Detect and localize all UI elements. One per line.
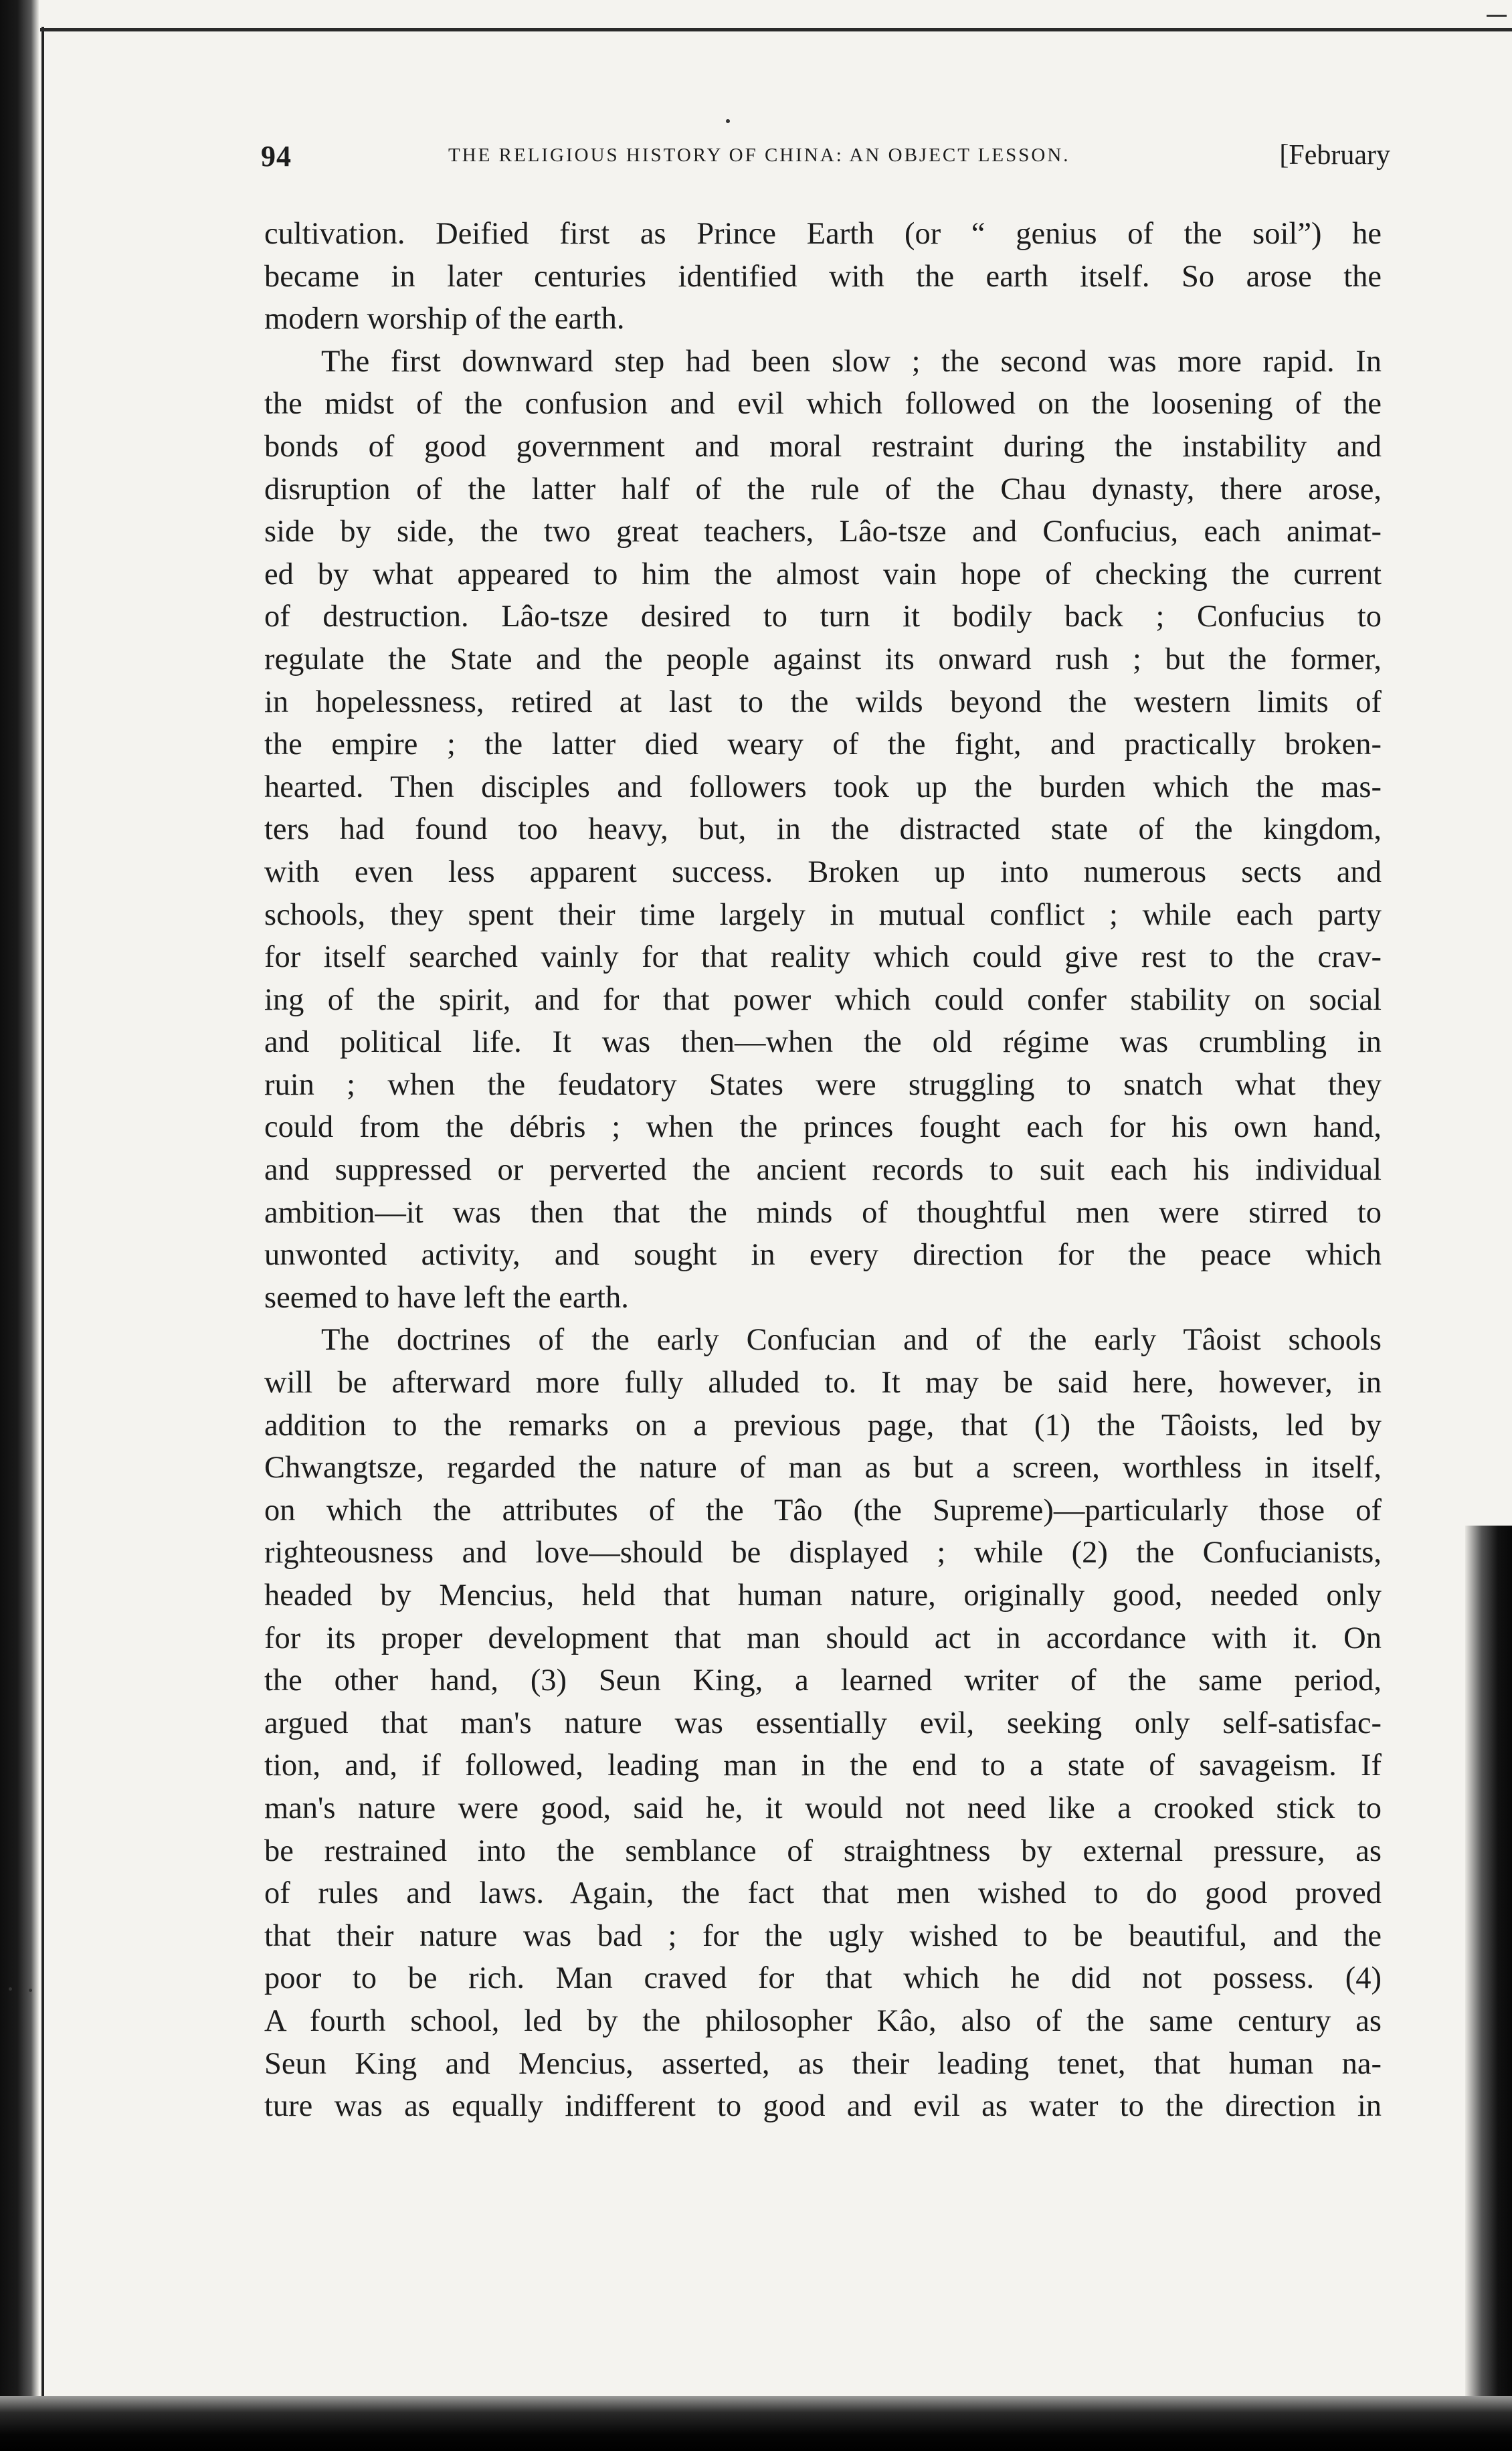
scan-right-margin (1465, 1526, 1512, 2451)
text-line: unwonted activity, and sought in every direction for the peace which (264, 1238, 1382, 1273)
text-line: the other hand, (3) Seun King, a learned writer of the same period, (264, 1663, 1382, 1698)
text-line: cultivation. Deified first as Prince Earth (or “ genius of the soil”) he (264, 217, 1382, 251)
text-line: modern worship of the earth. (264, 302, 625, 337)
text-line: be restrained into the semblance of straightness by external pressure, as (264, 1833, 1382, 1868)
text-line: ing of the spirit, and for that power which could confer stability on social (264, 982, 1382, 1017)
text-line: of destruction. Lâo-tsze desired to turn it bodily back ; Confucius to (264, 600, 1382, 634)
text-line: with even less apparent success. Broken up into numerous sects and (264, 854, 1382, 889)
scan-speck (9, 1987, 12, 1991)
running-title: THE RELIGIOUS HISTORY OF CHINA: AN OBJECT LESSON. (448, 145, 1070, 166)
text-line: ruin ; when the feudatory States were struggling to snatch what they (264, 1067, 1382, 1102)
text-line: and suppressed or perverted the ancient records to suit each his individual (264, 1153, 1382, 1188)
body-text (264, 213, 1382, 2128)
text-line: man's nature were good, said he, it would not need like a crooked stick to (264, 1791, 1382, 1825)
text-line: will be afterward more fully alluded to. It may be said here, however, in (264, 1366, 1382, 1400)
scan-speck (29, 1989, 32, 1992)
text-line: The doctrines of the early Confucian and of the early Tâoist schools (321, 1323, 1382, 1358)
text-line: the midst of the confusion and evil which followed on the loosening of the (264, 387, 1382, 422)
text-line: addition to the remarks on a previous page, that (1) the Tâoists, led by (264, 1408, 1382, 1443)
page-number: 94 (261, 140, 292, 173)
text-line: headed by Mencius, held that human nature, originally good, needed only (264, 1578, 1382, 1613)
text-line: disruption of the latter half of the rule of the Chau dynasty, there arose, (264, 472, 1382, 507)
text-line: righteousness and love—should be displayed ; while (2) the Confucianists, (264, 1536, 1382, 1570)
text-line: on which the attributes of the Tâo (the Supreme)—particularly those of (264, 1493, 1382, 1528)
text-line: for its proper development that man should act in accordance with it. On (264, 1621, 1382, 1655)
text-line: poor to be rich. Man craved for that which he did not possess. (4) (264, 1961, 1382, 1996)
text-line: bonds of good government and moral restraint during the instability and (264, 429, 1382, 464)
text-line: regulate the State and the people against its onward rush ; but the former, (264, 642, 1382, 676)
text-line: Seun King and Mencius, asserted, as their leading tenet, that human na- (264, 2046, 1382, 2081)
page-header (261, 139, 1398, 179)
text-line: became in later centuries identified with the earth itself. So arose the (264, 259, 1382, 294)
text-line: the empire ; the latter died weary of the fight, and practically broken- (264, 727, 1382, 762)
text-line: ture was as equally indifferent to good and evil as water to the direction in (264, 2089, 1382, 2124)
text-line: A fourth school, led by the philosopher Kâo, also of the same century as (264, 2003, 1382, 2038)
text-line: side by side, the two great teachers, Lâo-tsze and Confucius, each animat- (264, 515, 1382, 549)
text-line: Chwangtsze, regarded the nature of man as but a screen, worthless in itself, (264, 1451, 1382, 1485)
scan-left-margin (0, 0, 39, 2451)
running-month: [February (1279, 140, 1390, 171)
text-line: ters had found too heavy, but, in the distracted state of the kingdom, (264, 812, 1382, 847)
scan-speck (726, 119, 730, 123)
text-line: in hopelessness, retired at last to the wilds beyond the western limits of (264, 685, 1382, 719)
scan-left-rule (41, 27, 44, 2416)
text-line: hearted. Then disciples and followers took up the burden which the mas- (264, 769, 1382, 804)
text-line: of rules and laws. Again, the fact that men wished to do good proved (264, 1876, 1382, 1911)
text-line: seemed to have left the earth. (264, 1280, 629, 1315)
text-line: The first downward step had been slow ; the second was more rapid. In (321, 344, 1382, 379)
text-line: that their nature was bad ; for the ugly wished to be beautiful, and the (264, 1918, 1382, 1953)
text-line: for itself searched vainly for that reality which could give rest to the crav- (264, 940, 1382, 975)
text-line: and political life. It was then—when the old régime was crumbling in (264, 1025, 1382, 1060)
text-line: schools, they spent their time largely in mutual conflict ; while each party (264, 897, 1382, 932)
scan-top-rule (40, 28, 1512, 31)
text-line: ambition—it was then that the minds of thoughtful men were stirred to (264, 1195, 1382, 1230)
scan-bottom-margin (0, 2396, 1512, 2451)
text-line: tion, and, if followed, leading man in the end to a state of savageism. If (264, 1748, 1382, 1783)
text-line: could from the débris ; when the princes fought each for his own hand, (264, 1110, 1382, 1145)
text-line: ed by what appeared to him the almost vain hope of checking the current (264, 557, 1382, 592)
text-line: argued that man's nature was essentially evil, seeking only self-satisfac- (264, 1706, 1382, 1740)
scan-top-rule-tail (1487, 15, 1507, 17)
